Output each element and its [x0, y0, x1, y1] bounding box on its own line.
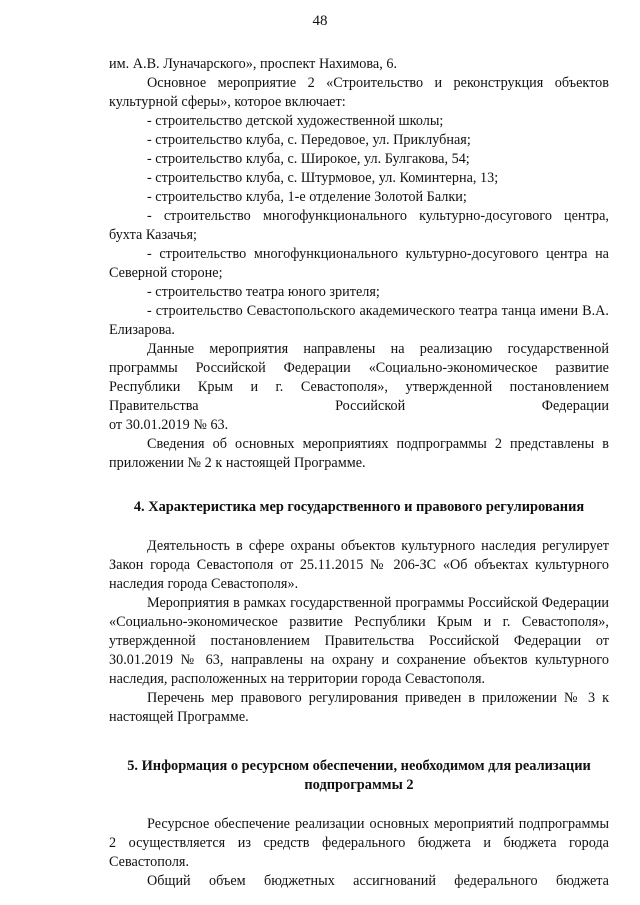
section-5-heading: 5. Информация о ресурсном обеспечении, необходимом для реализации	[127, 758, 591, 774]
appendix-reference-paragraph: Сведения об основных мероприятиях подпрограммы 2 представлены в приложении № 2 к настоящей Программе.	[109, 436, 609, 471]
list-item: - строительство театра юного зрителя;	[147, 284, 380, 300]
list-item: - строительство клуба, с. Штурмовое, ул. Коминтерна, 13;	[147, 170, 499, 186]
list-item: - строительство клуба, с. Широкое, ул. Булгакова, 54;	[147, 151, 470, 167]
measures-purpose-paragraph: Данные мероприятия направлены на реализацию государственной программы Российской Федерации «Социально-экономическое развитие Республики Крым и г. Севастополя», утвержденной постановлением Правительства Российской Федерации	[109, 341, 609, 414]
list-item: - строительство клуба, 1-е отделение Золотой Балки;	[147, 189, 467, 205]
section-4-heading: 4. Характеристика мер государственного и правового регулирования	[133, 499, 585, 515]
section-5-paragraph: Общий объем бюджетных ассигнований федерального бюджета	[147, 873, 609, 889]
section-5-heading-cont: подпрограммы 2	[304, 777, 414, 793]
list-item: - строительство многофункционального культурно-досугового центра на Северной стороне;	[109, 246, 609, 281]
list-item: - строительство клуба, с. Передовое, ул. Приклубная;	[147, 132, 471, 148]
section-4-paragraph: Деятельность в сфере охраны объектов культурного наследия регулирует Закон города Севастополя от 25.11.2015 № 206-ЗС «Об объектах культурного наследия города Севастополя».	[109, 538, 609, 592]
construction-list	[109, 112, 609, 340]
page-body	[109, 55, 609, 891]
list-item: - строительство детской художественной школы;	[147, 113, 444, 129]
section-4-paragraph: Перечень мер правового регулирования приведен в приложении № 3 к настоящей Программе.	[109, 690, 609, 725]
intro-line: им. А.В. Луначарского», проспект Нахимова, 6.	[109, 56, 398, 72]
section-5-paragraph: Ресурсное обеспечение реализации основных мероприятий подпрограммы 2 осуществляется из средств федерального бюджета и бюджета города Севастополя.	[109, 816, 609, 870]
measures-purpose-paragraph-end: от 30.01.2019 № 63.	[109, 417, 229, 433]
main-measure-2: Основное мероприятие 2 «Строительство и реконструкция объектов культурной сферы», которое включает:	[109, 75, 609, 110]
list-item: - строительство Севастопольского академического театра танца имени В.А. Елизарова.	[109, 303, 609, 338]
section-4-paragraph: Мероприятия в рамках государственной программы Российской Федерации «Социально-экономическое развитие Республики Крым и г. Севастополя», утвержденной постановлением Правительства Российской Федерации от 30.01.2019 № 63, направлены на охрану и сохранение объектов культурного наследия, расположенных на территории города Севастополя.	[109, 595, 609, 687]
list-item: - строительство многофункционального культурно-досугового центра, бухта Казачья;	[109, 208, 609, 243]
page-number: 48	[312, 13, 328, 29]
